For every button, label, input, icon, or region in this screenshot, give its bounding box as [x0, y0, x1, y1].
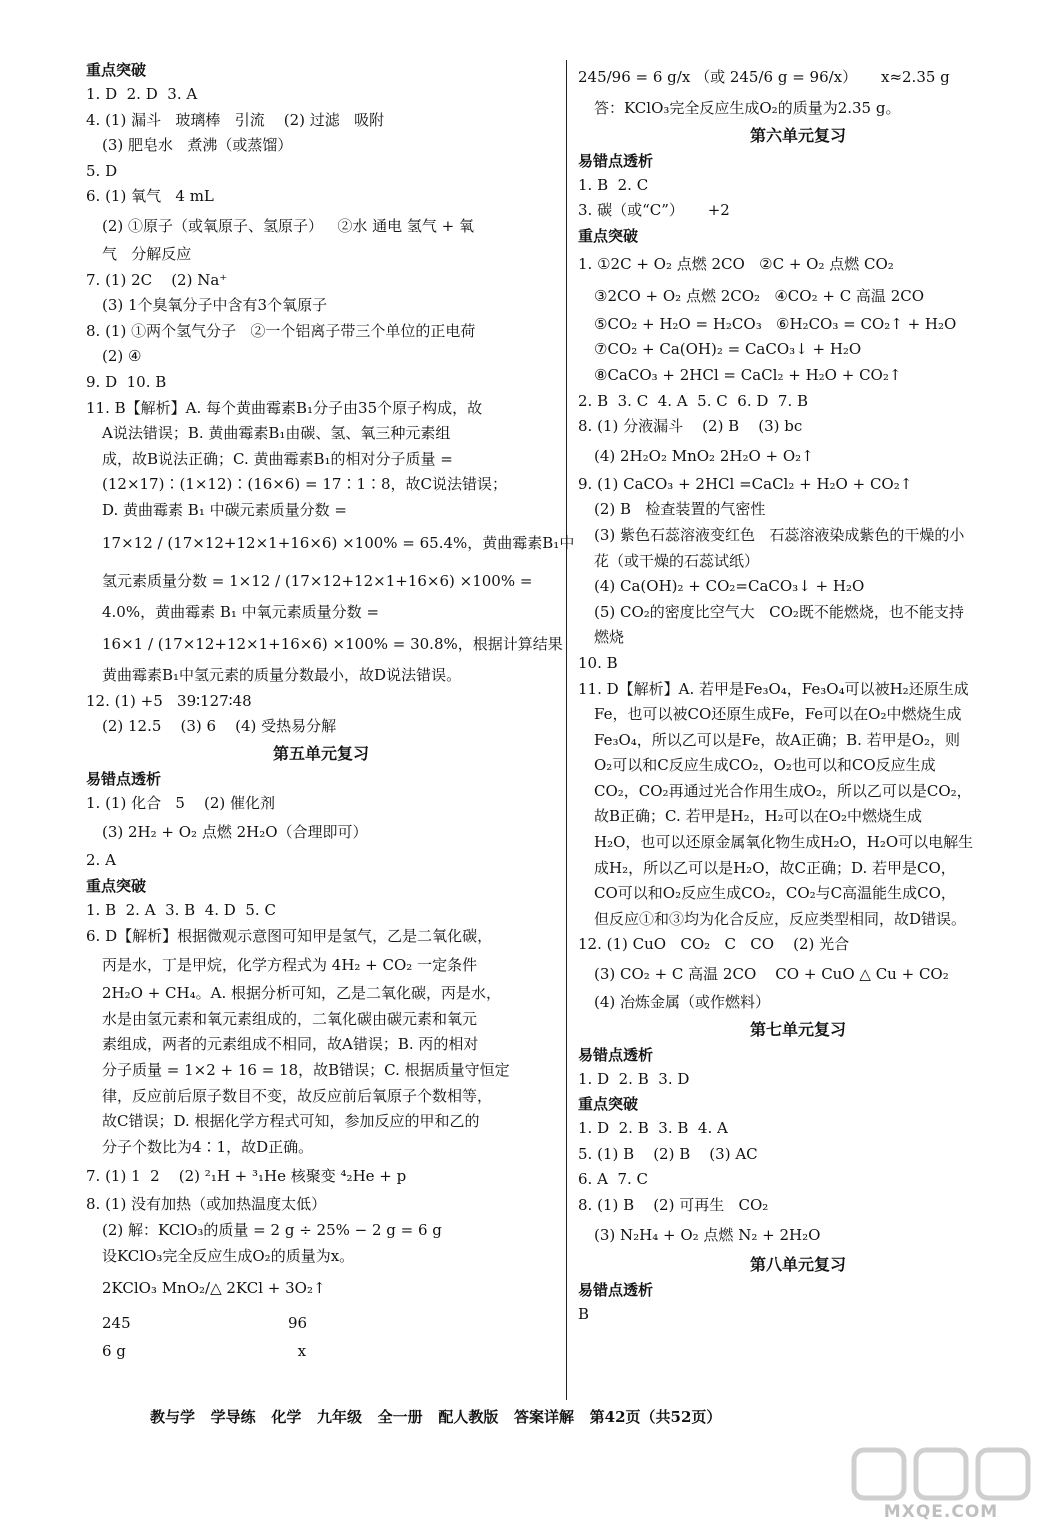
answer-line: 丙是水，丁是甲烷，化学方程式为 4H₂ + CO₂ 一定条件: [102, 956, 478, 975]
answer-line: 氢元素质量分数 = 1×12 / (17×12+12×1+16×6) ×100% =: [102, 571, 533, 590]
answer-line: 7. (1) 2C (2) Na⁺: [86, 270, 228, 289]
answer-line: 8. (1) ①两个氢气分子 ②一个铝离子带三个单位的正电荷: [86, 321, 476, 340]
answer-line: (12×17)∶(1×12)∶(16×6) = 17∶1∶8，故C说法错误；: [102, 475, 508, 494]
unit-title: 第八单元复习: [749, 1254, 846, 1274]
answer-line: (4) 冶炼金属（或作燃料）: [594, 993, 771, 1012]
unit-title: 第六单元复习: [749, 125, 846, 145]
answer-line: (3) 2H₂ + O₂ 点燃 2H₂O（合理即可）: [102, 823, 368, 842]
answer-line: ⑤CO₂ + H₂O = H₂CO₃ ⑥H₂CO₃ = CO₂↑ + H₂O: [594, 314, 957, 333]
answer-line: (3) N₂H₄ + O₂ 点燃 N₂ + 2H₂O: [594, 1225, 821, 1244]
answer-line: 1. D 2. B 3. B 4. A: [578, 1119, 728, 1138]
answer-line: (2) ①原子（或氧原子、氢原子） ②水 通电 氢气 + 氧: [102, 216, 474, 235]
answer-line: 素组成，两者的元素组成不相同，故A错误；B. 丙的相对: [102, 1035, 479, 1054]
answer-line: 黄曲霉素B₁中氢元素的质量分数最小，故D说法错误。: [102, 666, 462, 685]
answer-line: 1. B 2. C: [578, 175, 649, 194]
answer-line: (2) B 检查装置的气密性: [594, 500, 766, 519]
left-column: [86, 58, 575, 1365]
answer-line: 12. (1) CuO CO₂ C CO (2) 光合: [578, 935, 850, 954]
unit-title: 第五单元复习: [272, 743, 369, 763]
answer-line: 10. B: [578, 653, 618, 672]
answer-line: 6. A 7. C: [578, 1170, 649, 1189]
answer-line: 律，反应前后原子数目不变，故反应前后氧原子个数相等，: [102, 1086, 493, 1105]
answer-line: Fe，也可以被CO还原生成Fe，Fe可以在O₂中燃烧生成: [594, 705, 962, 724]
answer-line: (3) CO₂ + C 高温 2CO CO + CuO △ Cu + CO₂: [594, 965, 949, 984]
answer-line: 燃烧: [594, 628, 625, 647]
answer-line: Fe₃O₄，所以乙可以是Fe，故A正确；B. 若甲是O₂，则: [594, 730, 960, 749]
section-heading: 重点突破: [86, 61, 147, 79]
answer-line: CO可以和O₂反应生成CO₂，CO₂与C高温能生成CO，: [594, 884, 956, 903]
answer-line: 5. (1) B (2) B (3) AC: [578, 1144, 758, 1163]
answer-line: 分子个数比为4∶1，故D正确。: [102, 1137, 314, 1156]
answer-line: 8. (1) 没有加热（或加热温度太低）: [86, 1195, 327, 1214]
answer-line: (4) 2H₂O₂ MnO₂ 2H₂O + O₂↑: [594, 446, 814, 465]
answer-line: 4.0%，黄曲霉素 B₁ 中氧元素质量分数 =: [102, 602, 380, 621]
answer-line: (2) 解：KClO₃的质量 = 2 g ÷ 25% − 2 g = 6 g: [102, 1221, 442, 1239]
answer-line: 8. (1) 分液漏斗 (2) B (3) bc: [578, 417, 803, 436]
section-heading: 易错点透析: [86, 769, 162, 788]
answer-line: 6 g x: [102, 1342, 307, 1361]
answer-line: 但反应①和③均为化合反应，反应类型相同，故D错误。: [594, 909, 967, 928]
column-divider: [566, 60, 567, 1400]
answer-line: 7. (1) 1 2 (2) ²₁H + ³₁He 核聚变 ⁴₂He + p: [86, 1167, 407, 1186]
answer-line: 17×12 / (17×12+12×1+16×6) ×100% = 65.4%，黄曲霉素B₁中: [102, 533, 575, 552]
answer-line: H₂O，也可以还原金属氧化物生成H₂O，H₂O可以电解生: [594, 833, 974, 852]
answer-line: (3) 1个臭氧分子中含有3个氧原子: [102, 296, 328, 315]
answer-line: A说法错误；B. 黄曲霉素B₁由碳、氢、氧三种元素组: [102, 424, 451, 443]
answer-line: ⑦CO₂ + Ca(OH)₂ = CaCO₃↓ + H₂O: [594, 340, 862, 359]
section-heading: 易错点透析: [578, 1045, 654, 1064]
answer-line: 2. A: [86, 851, 116, 870]
answer-line: (3) 肥皂水 煮沸（或蒸馏）: [102, 136, 293, 155]
answer-line: 6. D【解析】根据微观示意图可知甲是氢气，乙是二氧化碳，: [86, 926, 493, 945]
answer-line: 11. D【解析】A. 若甲是Fe₃O₄，Fe₃O₄可以被H₂还原生成: [578, 679, 969, 698]
answer-line: O₂可以和C反应生成CO₂，O₂也可以和CO反应生成: [594, 756, 936, 775]
answer-line: (3) 紫色石蕊溶液变红色 石蕊溶液染成紫色的干燥的小: [594, 525, 965, 544]
answer-line: 2KClO₃ MnO₂/△ 2KCl + 3O₂↑: [102, 1279, 326, 1298]
answer-line: CO₂，CO₂再通过光合作用生成O₂，所以乙可以是CO₂，: [594, 781, 972, 800]
answer-line: 8. (1) B (2) 可再生 CO₂: [578, 1196, 769, 1214]
answer-line: 6. (1) 氧气 4 mL: [86, 187, 214, 206]
section-heading: 重点突破: [578, 226, 639, 245]
section-heading: 易错点透析: [578, 1280, 654, 1299]
answer-line: (2) 12.5 (3) 6 (4) 受热易分解: [102, 717, 337, 736]
section-heading: 重点突破: [578, 1095, 639, 1114]
answer-line: 245 96: [102, 1314, 308, 1333]
answer-line: 2H₂O + CH₄。A. 根据分析可知，乙是二氧化碳，丙是水，: [102, 984, 501, 1003]
answer-line: (4) Ca(OH)₂ + CO₂=CaCO₃↓ + H₂O: [594, 577, 865, 596]
answer-line: 成，故B说法正确；C. 黄曲霉素B₁的相对分子质量 =: [102, 449, 453, 468]
section-heading: 易错点透析: [578, 151, 654, 170]
answer-line: 12. (1) +5 39∶127∶48: [86, 691, 252, 710]
answer-line: (2) ④: [102, 347, 142, 366]
answer-line: 气 分解反应: [102, 244, 192, 263]
section-heading: 重点突破: [86, 877, 147, 896]
watermark-site: MXQE.COM: [883, 1502, 999, 1522]
answer-line: 1. B 2. A 3. B 4. D 5. C: [86, 901, 276, 920]
answer-line: 答：KClO₃完全反应生成O₂的质量为2.35 g。: [594, 99, 901, 117]
answer-line: 5. D: [86, 161, 118, 180]
answer-line: 1. D 2. B 3. D: [578, 1069, 690, 1088]
answer-line: 9. (1) CaCO₃ + 2HCl =CaCl₂ + H₂O + CO₂↑: [578, 474, 913, 493]
answer-line: 1. D 2. D 3. A: [86, 85, 198, 103]
watermark-icon: [846, 1444, 1036, 1504]
answer-line: 水是由氢元素和氧元素组成的，二氧化碳由碳元素和氧元: [102, 1009, 478, 1028]
page-footer: 教与学 学导练 化学 九年级 全一册 配人教版 答案详解 第42页（共52页）: [150, 1408, 722, 1426]
answer-line: 花（或干燥的石蕊试纸）: [594, 551, 760, 570]
answer-line: 故B正确；C. 若甲是H₂，H₂可以在O₂中燃烧生成: [594, 807, 923, 826]
answer-line: 16×1 / (17×12+12×1+16×6) ×100% = 30.8%，根据计算结果: [102, 635, 563, 654]
answer-line: 分子质量 = 1×2 + 16 = 18，故B错误；C. 根据质量守恒定: [102, 1061, 510, 1080]
watermark-logo: [846, 1444, 1036, 1526]
answer-line: B: [578, 1304, 590, 1323]
answer-line: ⑧CaCO₃ + 2HCl = CaCl₂ + H₂O + CO₂↑: [594, 365, 902, 384]
right-column: [578, 58, 1018, 1327]
answer-line: 245/96 = 6 g/x （或 245/6 g = 96/x） x≈2.35 g: [578, 68, 950, 86]
answer-line: 2. B 3. C 4. A 5. C 6. D 7. B: [578, 391, 809, 410]
answer-line: 9. D 10. B: [86, 372, 167, 391]
answer-line: D. 黄曲霉素 B₁ 中碳元素质量分数 =: [102, 500, 347, 519]
answer-line: 3. 碳（或“C”） +2: [578, 201, 730, 220]
answer-line: ③2CO + O₂ 点燃 2CO₂ ④CO₂ + C 高温 2CO: [594, 286, 925, 305]
answer-line: 成H₂，所以乙可以是H₂O，故C正确；D. 若甲是CO，: [594, 858, 956, 877]
answer-line: 1. (1) 化合 5 (2) 催化剂: [86, 793, 276, 812]
answer-line: 故C错误；D. 根据化学方程式可知，参加反应的甲和乙的: [102, 1112, 480, 1131]
answer-line: (5) CO₂的密度比空气大 CO₂既不能燃烧，也不能支持: [594, 602, 964, 621]
answer-line: 1. ①2C + O₂ 点燃 2CO ②C + O₂ 点燃 CO₂: [578, 254, 894, 273]
answer-line: 11. B【解析】A. 每个黄曲霉素B₁分子由35个原子构成，故: [86, 398, 483, 417]
answer-line: 4. (1) 漏斗 玻璃棒 引流 (2) 过滤 吸附: [86, 110, 385, 129]
unit-title: 第七单元复习: [749, 1019, 846, 1039]
answer-line: 设KClO₃完全反应生成O₂的质量为x。: [102, 1246, 355, 1265]
